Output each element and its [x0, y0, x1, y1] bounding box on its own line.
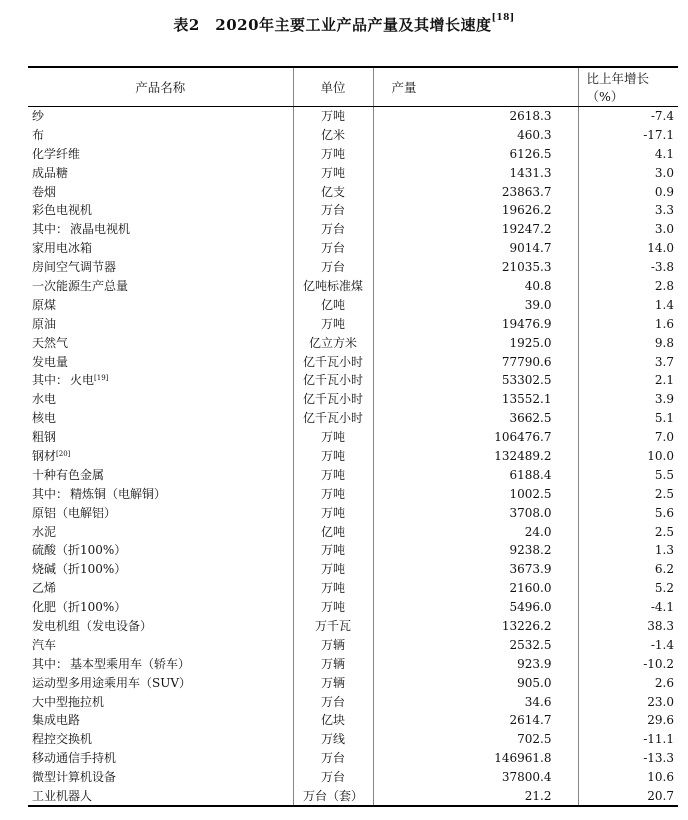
- output-cell: 1431.3: [373, 163, 578, 182]
- product-name-cell: [28, 768, 293, 787]
- output-cell: 2532.5: [373, 635, 578, 654]
- output-cell: 2160.0: [373, 579, 578, 598]
- product-name-cell: [28, 314, 293, 333]
- output-cell: 13226.2: [373, 617, 578, 636]
- product-name: 程控交换机: [32, 732, 93, 747]
- unit-cell: 亿吨: [293, 522, 373, 541]
- table-row: [28, 220, 678, 239]
- output-cell: 3662.5: [373, 409, 578, 428]
- growth-cell: 9.8: [578, 333, 678, 352]
- growth-cell: 4.1: [578, 144, 678, 163]
- product-name-cell: [28, 711, 293, 730]
- product-name: 发电量: [32, 354, 69, 369]
- output-cell: 39.0: [373, 295, 578, 314]
- table-row: [28, 541, 678, 560]
- header-output: 产量: [373, 67, 578, 107]
- header-product-name: 产品名称: [28, 67, 293, 107]
- product-name: 一次能源生产总量: [32, 278, 129, 293]
- growth-cell: 10.0: [578, 447, 678, 466]
- product-name: 天然气: [32, 335, 69, 350]
- growth-cell: 38.3: [578, 617, 678, 636]
- product-name-cell: [28, 371, 293, 390]
- product-name: 烧碱（折100%）: [32, 562, 127, 577]
- product-name: 化肥（折100%）: [32, 600, 127, 615]
- output-cell: 3673.9: [373, 560, 578, 579]
- table-row: [28, 484, 678, 503]
- growth-cell: 5.1: [578, 409, 678, 428]
- product-name-cell: [28, 730, 293, 749]
- product-name: 精炼铜（电解铜）: [70, 486, 167, 501]
- unit-cell: 万吨: [293, 503, 373, 522]
- unit-cell: 亿立方米: [293, 333, 373, 352]
- unit-cell: 亿米: [293, 125, 373, 144]
- footnote-ref: [19]: [94, 374, 109, 383]
- unit-cell: 万台: [293, 768, 373, 787]
- output-cell: 34.6: [373, 692, 578, 711]
- growth-cell: 3.9: [578, 390, 678, 409]
- product-name: 汽车: [32, 637, 57, 652]
- product-name-cell: [28, 579, 293, 598]
- product-name: 布: [32, 127, 45, 142]
- table-row: [28, 560, 678, 579]
- product-name-cell: [28, 258, 293, 277]
- product-name-cell: [28, 277, 293, 296]
- product-name: 运动型多用途乘用车（SUV）: [32, 675, 192, 690]
- growth-cell: 5.2: [578, 579, 678, 598]
- table-body: [28, 107, 678, 806]
- table-row: [28, 617, 678, 636]
- product-name-cell: [28, 182, 293, 201]
- product-name-cell: [28, 522, 293, 541]
- product-name: 原煤: [32, 297, 57, 312]
- table-row: [28, 598, 678, 617]
- growth-cell: 20.7: [578, 787, 678, 806]
- growth-cell: -1.4: [578, 635, 678, 654]
- output-cell: 77790.6: [373, 352, 578, 371]
- unit-cell: 万吨: [293, 163, 373, 182]
- table-row: [28, 258, 678, 277]
- table-row: [28, 107, 678, 126]
- product-name-cell: [28, 617, 293, 636]
- output-cell: 19626.2: [373, 201, 578, 220]
- product-name-cell: [28, 201, 293, 220]
- unit-cell: 万吨: [293, 428, 373, 447]
- output-cell: 106476.7: [373, 428, 578, 447]
- output-cell: 132489.2: [373, 447, 578, 466]
- product-name-cell: [28, 541, 293, 560]
- unit-cell: 亿支: [293, 182, 373, 201]
- table-row: [28, 409, 678, 428]
- output-cell: 2614.7: [373, 711, 578, 730]
- growth-cell: 3.0: [578, 163, 678, 182]
- product-name: 家用电冰箱: [32, 241, 93, 256]
- product-name-cell: [28, 295, 293, 314]
- output-cell: 905.0: [373, 673, 578, 692]
- table-title-text: 表2 2020年主要工业产品产量及其增长速度: [173, 16, 492, 34]
- growth-cell: 5.5: [578, 465, 678, 484]
- subitem-prefix: 其中：: [32, 222, 69, 237]
- growth-cell: 2.8: [578, 277, 678, 296]
- unit-cell: 万台: [293, 749, 373, 768]
- table-row: [28, 465, 678, 484]
- product-name-cell: [28, 673, 293, 692]
- growth-cell: -11.1: [578, 730, 678, 749]
- product-name-cell: [28, 692, 293, 711]
- product-name-cell: [28, 125, 293, 144]
- growth-cell: -13.3: [578, 749, 678, 768]
- table-row: [28, 522, 678, 541]
- growth-cell: 7.0: [578, 428, 678, 447]
- growth-cell: -10.2: [578, 654, 678, 673]
- product-name: 水泥: [32, 524, 57, 539]
- table-row: [28, 635, 678, 654]
- growth-cell: 29.6: [578, 711, 678, 730]
- table-row: [28, 277, 678, 296]
- product-name-cell: [28, 220, 293, 239]
- growth-cell: 5.6: [578, 503, 678, 522]
- output-cell: 2618.3: [373, 107, 578, 126]
- table-title: [0, 14, 688, 35]
- table-row: [28, 673, 678, 692]
- table-row: [28, 503, 678, 522]
- growth-cell: -7.4: [578, 107, 678, 126]
- unit-cell: 万吨: [293, 598, 373, 617]
- unit-cell: 亿吨标准煤: [293, 277, 373, 296]
- table-row: [28, 428, 678, 447]
- unit-cell: 万线: [293, 730, 373, 749]
- product-name: 核电: [32, 411, 57, 426]
- product-name: 卷烟: [32, 184, 57, 199]
- table-row: [28, 730, 678, 749]
- product-name: 移动通信手持机: [32, 751, 117, 766]
- product-name-cell: [28, 390, 293, 409]
- product-name-cell: [28, 465, 293, 484]
- product-name-cell: [28, 144, 293, 163]
- unit-cell: 万辆: [293, 635, 373, 654]
- product-name: 水电: [32, 392, 57, 407]
- table-header: [28, 67, 678, 107]
- output-cell: 21035.3: [373, 258, 578, 277]
- growth-cell: 6.2: [578, 560, 678, 579]
- subitem-prefix: 其中：: [32, 656, 69, 671]
- output-cell: 1925.0: [373, 333, 578, 352]
- product-name: 基本型乘用车（轿车）: [70, 656, 191, 671]
- unit-cell: 万吨: [293, 447, 373, 466]
- table-row: [28, 749, 678, 768]
- growth-cell: -3.8: [578, 258, 678, 277]
- table-row: [28, 447, 678, 466]
- subitem-prefix: 其中：: [32, 486, 69, 501]
- growth-cell: 10.6: [578, 768, 678, 787]
- output-cell: 702.5: [373, 730, 578, 749]
- unit-cell: 万吨: [293, 107, 373, 126]
- output-cell: 9238.2: [373, 541, 578, 560]
- table-row: [28, 144, 678, 163]
- growth-cell: 3.3: [578, 201, 678, 220]
- unit-cell: 亿千瓦小时: [293, 390, 373, 409]
- product-name-cell: [28, 239, 293, 258]
- growth-cell: 2.5: [578, 484, 678, 503]
- table-row: [28, 692, 678, 711]
- product-name: 十种有色金属: [32, 467, 105, 482]
- growth-cell: 1.4: [578, 295, 678, 314]
- product-name: 纱: [32, 109, 45, 124]
- unit-cell: 万台: [293, 201, 373, 220]
- product-name-cell: [28, 352, 293, 371]
- output-cell: 6126.5: [373, 144, 578, 163]
- unit-cell: 亿千瓦小时: [293, 371, 373, 390]
- growth-cell: 1.6: [578, 314, 678, 333]
- header-unit: 单位: [293, 67, 373, 107]
- growth-cell: -17.1: [578, 125, 678, 144]
- unit-cell: 万辆: [293, 673, 373, 692]
- product-name: 工业机器人: [32, 788, 93, 803]
- output-cell: 9014.7: [373, 239, 578, 258]
- table-row: [28, 239, 678, 258]
- output-cell: 5496.0: [373, 598, 578, 617]
- product-name-cell: [28, 428, 293, 447]
- product-name-cell: [28, 787, 293, 806]
- growth-cell: 14.0: [578, 239, 678, 258]
- growth-cell: 1.3: [578, 541, 678, 560]
- unit-cell: 万吨: [293, 579, 373, 598]
- growth-cell: 3.0: [578, 220, 678, 239]
- output-cell: 53302.5: [373, 371, 578, 390]
- product-name: 粗钢: [32, 430, 57, 445]
- title-footnote-ref: [18]: [491, 13, 515, 23]
- table-row: [28, 201, 678, 220]
- growth-cell: 2.1: [578, 371, 678, 390]
- table-row: [28, 333, 678, 352]
- output-cell: 37800.4: [373, 768, 578, 787]
- unit-cell: 万吨: [293, 465, 373, 484]
- product-name-cell: [28, 333, 293, 352]
- product-name: 硫酸（折100%）: [32, 543, 127, 558]
- table-row: [28, 352, 678, 371]
- footnote-ref: [20]: [56, 449, 71, 458]
- product-name: 大中型拖拉机: [32, 694, 105, 709]
- output-cell: 23863.7: [373, 182, 578, 201]
- unit-cell: 亿块: [293, 711, 373, 730]
- output-cell: 146961.8: [373, 749, 578, 768]
- output-cell: 19247.2: [373, 220, 578, 239]
- product-name: 集成电路: [32, 713, 81, 728]
- product-name-cell: [28, 484, 293, 503]
- unit-cell: 亿千瓦小时: [293, 352, 373, 371]
- product-name-cell: [28, 654, 293, 673]
- output-cell: 13552.1: [373, 390, 578, 409]
- growth-cell: 2.5: [578, 522, 678, 541]
- output-cell: 19476.9: [373, 314, 578, 333]
- table-row: [28, 768, 678, 787]
- product-name: 钢材: [32, 448, 57, 463]
- unit-cell: 万台: [293, 692, 373, 711]
- header-row: [28, 67, 678, 107]
- table-row: [28, 579, 678, 598]
- unit-cell: 万吨: [293, 484, 373, 503]
- product-name-cell: [28, 107, 293, 126]
- table-row: [28, 371, 678, 390]
- table-row: [28, 125, 678, 144]
- table-row: [28, 163, 678, 182]
- output-cell: 460.3: [373, 125, 578, 144]
- output-cell: 24.0: [373, 522, 578, 541]
- unit-cell: 万台: [293, 258, 373, 277]
- product-name-cell: [28, 635, 293, 654]
- product-name-cell: [28, 447, 293, 466]
- product-name-cell: [28, 749, 293, 768]
- unit-cell: 万吨: [293, 314, 373, 333]
- output-cell: 40.8: [373, 277, 578, 296]
- table-row: [28, 390, 678, 409]
- product-name: 发电机组（发电设备）: [32, 618, 153, 633]
- industrial-output-table: [28, 66, 678, 807]
- growth-cell: 0.9: [578, 182, 678, 201]
- growth-cell: -4.1: [578, 598, 678, 617]
- table-row: [28, 182, 678, 201]
- unit-cell: 万吨: [293, 144, 373, 163]
- unit-cell: 万辆: [293, 654, 373, 673]
- product-name: 彩色电视机: [32, 203, 93, 218]
- growth-cell: 2.6: [578, 673, 678, 692]
- table-row: [28, 295, 678, 314]
- table-row: [28, 314, 678, 333]
- product-name: 液晶电视机: [70, 222, 131, 237]
- product-name: 原铝（电解铝）: [32, 505, 117, 520]
- output-cell: 923.9: [373, 654, 578, 673]
- product-name: 乙烯: [32, 581, 57, 596]
- product-name: 房间空气调节器: [32, 260, 117, 275]
- output-cell: 21.2: [373, 787, 578, 806]
- output-cell: 6188.4: [373, 465, 578, 484]
- unit-cell: 万台: [293, 220, 373, 239]
- product-name: 成品糖: [32, 165, 69, 180]
- output-cell: 3708.0: [373, 503, 578, 522]
- subitem-prefix: 其中：: [32, 373, 69, 388]
- unit-cell: 万千瓦: [293, 617, 373, 636]
- table-row: [28, 787, 678, 806]
- product-name-cell: [28, 598, 293, 617]
- table-row: [28, 654, 678, 673]
- unit-cell: 万吨: [293, 560, 373, 579]
- unit-cell: 亿吨: [293, 295, 373, 314]
- product-name-cell: [28, 503, 293, 522]
- growth-cell: 3.7: [578, 352, 678, 371]
- product-name: 化学纤维: [32, 146, 81, 161]
- output-cell: 1002.5: [373, 484, 578, 503]
- unit-cell: 万台（套）: [293, 787, 373, 806]
- product-name-cell: [28, 560, 293, 579]
- unit-cell: 万台: [293, 239, 373, 258]
- header-growth: 比上年增长（%）: [578, 67, 678, 107]
- growth-cell: 23.0: [578, 692, 678, 711]
- product-name: 火电: [70, 373, 95, 388]
- product-name-cell: [28, 409, 293, 428]
- product-name: 微型计算机设备: [32, 770, 117, 785]
- product-name-cell: [28, 163, 293, 182]
- unit-cell: 亿千瓦小时: [293, 409, 373, 428]
- product-name: 原油: [32, 316, 57, 331]
- table-row: [28, 711, 678, 730]
- unit-cell: 万吨: [293, 541, 373, 560]
